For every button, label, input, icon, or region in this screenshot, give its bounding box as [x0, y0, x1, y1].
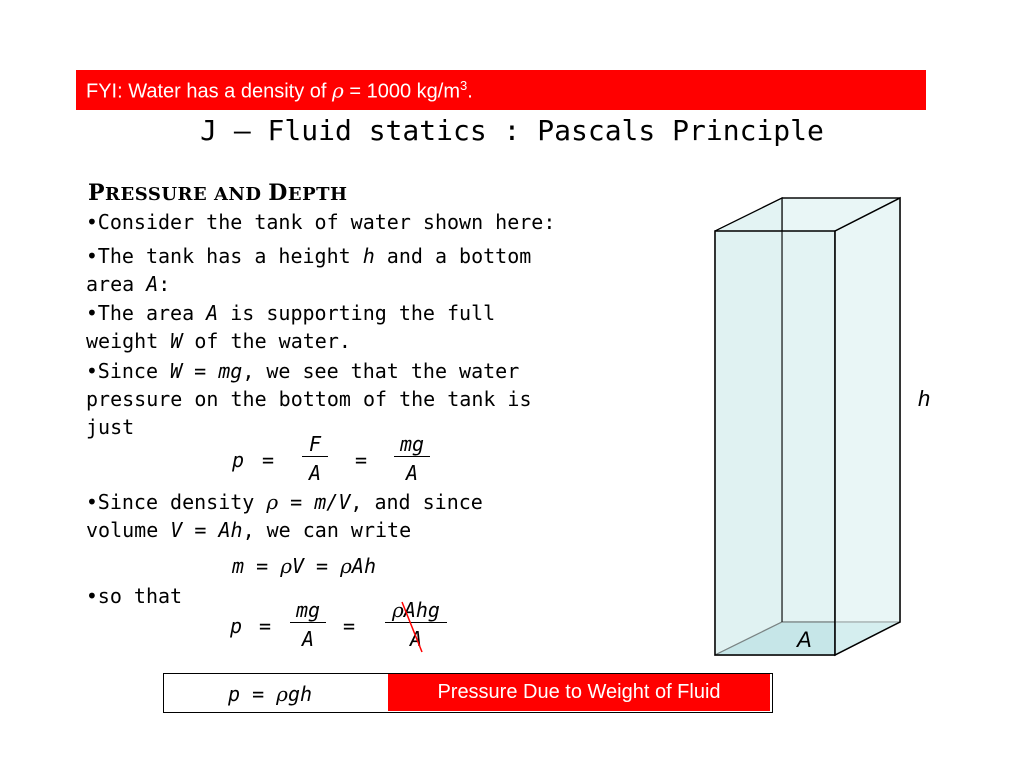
bullet-density: •Since density ρ = m/V, and since volume V = Ah, we can write [86, 490, 483, 542]
bullet-since-w-mg: •Since W = mg, we see that the water pressure on the bottom of the tank is just [86, 359, 532, 439]
section-heading: PRESSURE AND DEPTH [88, 180, 348, 206]
bullet-area-supports: •The area A is supporting the full weight W of the water. [86, 301, 496, 353]
eq2-mass: m = ρV = ρAh [232, 554, 376, 578]
tank-area-label: A [797, 627, 812, 652]
eq3-fraction-mg-over-a: $\frac{mg}{A}$ [290, 598, 326, 651]
tank-front-face [715, 231, 835, 655]
eq1-p: p [232, 448, 245, 472]
eq3-p: p [230, 614, 243, 638]
bullet-height-area: •The tank has a height h and a bottom area A: [86, 244, 532, 296]
rho-symbol: ρ [332, 78, 344, 103]
tank-height-label: h [918, 386, 931, 411]
slide-title: J – Fluid statics : Pascals Principle [200, 114, 824, 147]
tank-diagram [700, 190, 930, 670]
eq3-fraction-rhoahg-over-a: ρAhg A [385, 598, 447, 651]
tank-right-face [835, 198, 900, 655]
bullet-so-that: •so that [86, 584, 183, 608]
result-label: Pressure Due to Weight of Fluid [437, 681, 721, 703]
eq1-equals-2: = [355, 448, 368, 472]
cancel-strike-line [380, 596, 440, 656]
fyi-text: FYI: Water has a density of ρ = 1000 $kg/m^3$. [86, 78, 473, 103]
eq3-equals: = [259, 614, 272, 638]
eq3-equals-2: = [343, 614, 356, 638]
bullet-consider: •Consider the tank of water shown here: [86, 210, 556, 234]
result-formula: p = ρgh [228, 682, 313, 706]
eq1-fraction-mg-over-a: $\frac{mg}{A}$ [394, 432, 430, 485]
eq1-fraction-f-over-a: $\frac{F}{A}$ [302, 432, 328, 485]
eq1-equals: = [262, 448, 275, 472]
